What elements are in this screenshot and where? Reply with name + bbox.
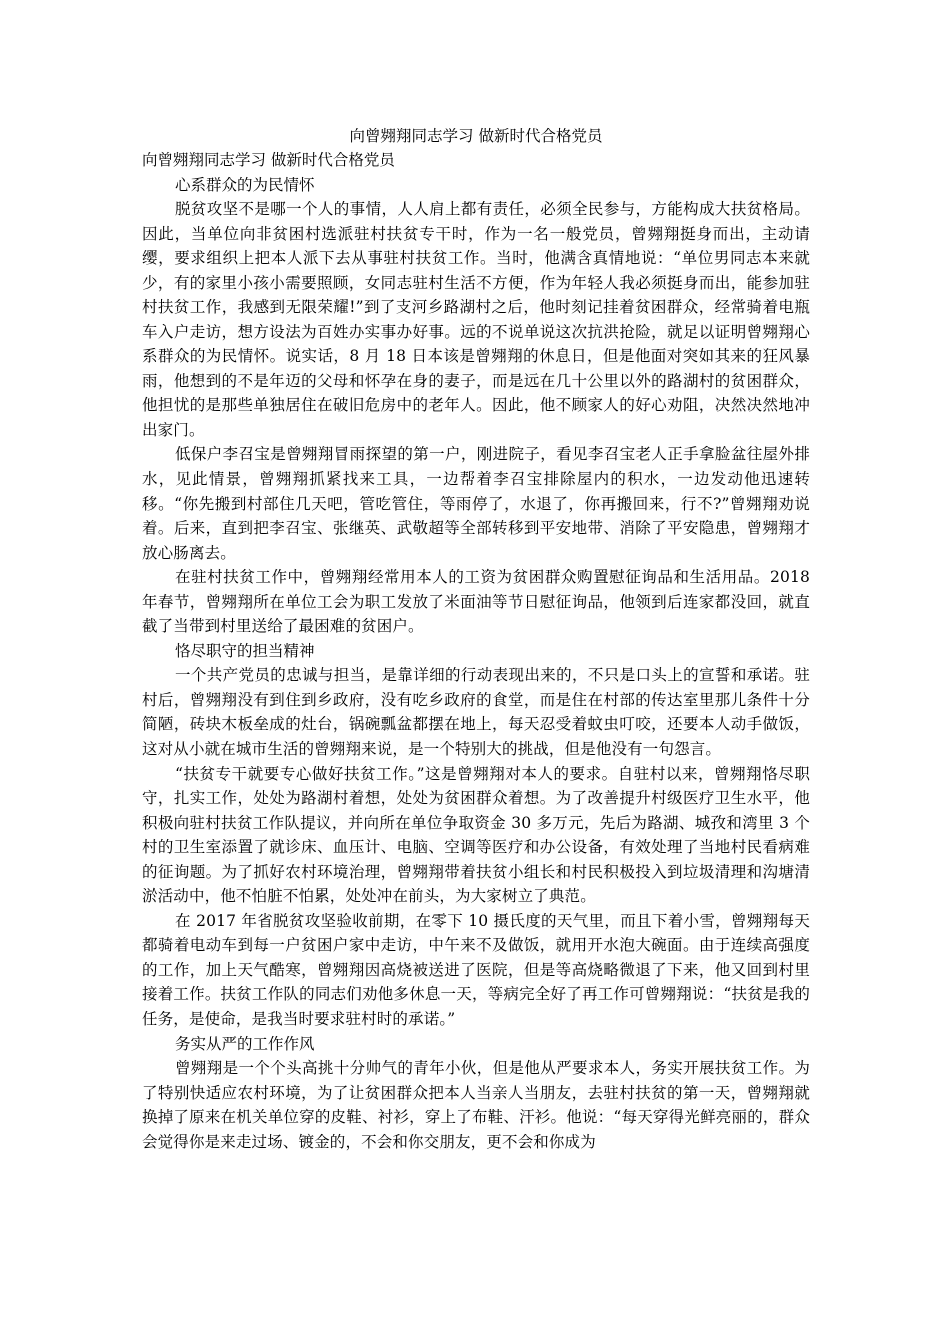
body-paragraph: 在驻村扶贫工作中，曾翙翔经常用本人的工资为贫困群众购置慰征询品和生活用品。2018 年春节，曾翙翔所在单位工会为职工发放了米面油等节日慰征询品，他领到后连家都没回，就直截了当带到村里送给了最困难的贫困户。 bbox=[142, 568, 810, 636]
body-paragraph: 低保户李召宝是曾翙翔冒雨探望的第一户，刚进院子，看见李召宝老人正手拿脸盆往屋外排水，见此情景，曾翙翔抓紧找来工具，一边帮着李召宝排除屋内的积水，一边发动他迅速转移。“你先搬到村部住几天吧，管吃管住，等雨停了，水退了，你再搬回来，行不?”曾翙翔劝说着。后来，直到把李召宝、张继英、武敬超等全部转移到平安地带、消除了平安隐患，曾翙翔才放心肠离去。 bbox=[142, 445, 810, 562]
section-heading: 务实从严的工作作风 bbox=[175, 1034, 315, 1053]
document-title: 向曾翙翔同志学习 做新时代合格党员 bbox=[349, 127, 603, 145]
body-paragraph: 在 2017 年省脱贫攻坚验收前期，在零下 10 摄氏度的天气里，而且下着小雪，曾翙翔每天都骑着电动车到每一户贫困户家中走访，中午来不及做饭，就用开水泡大碗面。由于连续高强度的工作，加上天气酷寒，曾翙翔因高烧被送进了医院，但是等高烧略微退了下来，他又回到村里接着工作。扶贫工作队的同志们劝他多休息一天，等病完全好了再工作可曾翙翔说：“扶贫是我的任务，是使命，是我当时要求驻村时的承诺。” bbox=[142, 911, 810, 1028]
section-heading: 心系群众的为民情怀 bbox=[175, 175, 315, 194]
document-subtitle: 向曾翙翔同志学习 做新时代合格党员 bbox=[142, 151, 395, 169]
body-paragraph: 脱贫攻坚不是哪一个人的事情，人人肩上都有责任，必须全民参与，方能构成大扶贫格局。因此，当单位向非贫困村选派驻村扶贫专干时，作为一名一般党员，曾翙翔挺身而出，主动请缨，要求组织上把本人派下去从事驻村扶贫工作。当时，他满含真情地说：“单位男同志本来就少，有的家里小孩小需要照顾，女同志驻村生活不方便，作为年轻人我必须挺身而出，能参加驻村扶贫工作，我感到无限荣耀!”到了支河乡路湖村之后，他时刻记挂着贫困群众，经常骑着电瓶车入户走访，想方设法为百姓办实事办好事。远的不说单说这次抗洪抢险，就足以证明曾翙翔心系群众的为民情怀。说实话，8 月 18 日本该是曾翙翔的休息日，但是他面对突如其来的狂风暴雨，他想到的不是年迈的父母和怀孕在身的妻子，而是远在几十公里以外的路湖村的贫困群众，他担忧的是那些单独居住在破旧危房中的老年人。因此，他不顾家人的好心劝阻，决然决然地冲出家门。 bbox=[142, 200, 810, 439]
document-page bbox=[142, 124, 810, 1154]
body-paragraph: 一个共产党员的忠诚与担当，是靠详细的行动表现出来的，不只是口头上的宣誓和承诺。驻村后，曾翙翔没有到住到乡政府，没有吃乡政府的食堂，而是住在村部的传达室里那儿条件十分简陋，砖块木板垒成的灶台，锅碗瓢盆都摆在地上，每天忍受着蚊虫叮咬，还要本人动手做饭，这对从小就在城市生活的曾翙翔来说，是一个特别大的挑战，但是他没有一句怨言。 bbox=[142, 666, 810, 758]
section-heading: 恪尽职守的担当精神 bbox=[175, 641, 315, 660]
body-paragraph: 曾翙翔是一个个头高挑十分帅气的青年小伙，但是他从严要求本人，务实开展扶贫工作。为了特别快适应农村环境，为了让贫困群众把本人当亲人当朋友，去驻村扶贫的第一天，曾翙翔就换掉了原来在机关单位穿的皮鞋、衬衫，穿上了布鞋、汗衫。他说：“每天穿得光鲜亮丽的，群众会觉得你是来走过场、镀金的，不会和你交朋友，更不会和你成为 bbox=[142, 1059, 810, 1151]
body-paragraph: “扶贫专干就要专心做好扶贫工作。”这是曾翙翔对本人的要求。自驻村以来，曾翙翔恪尽职守，扎实工作，处处为路湖村着想，处处为贫困群众着想。为了改善提升村级医疗卫生水平，他积极向驻村扶贫工作队提议，并向所在单位争取资金 30 多万元，先后为路湖、城孜和湾里 3 个村的卫生室添置了就诊床、血压计、电脑、空调等医疗和办公设备，有效处理了当地村民看病难的征询题。为了抓好农村环境治理，曾翙翔带着扶贫小组长和村民积极投入到垃圾清理和沟塘清淤活动中，他不怕脏不怕累，处处冲在前头，为大家树立了典范。 bbox=[142, 764, 810, 906]
